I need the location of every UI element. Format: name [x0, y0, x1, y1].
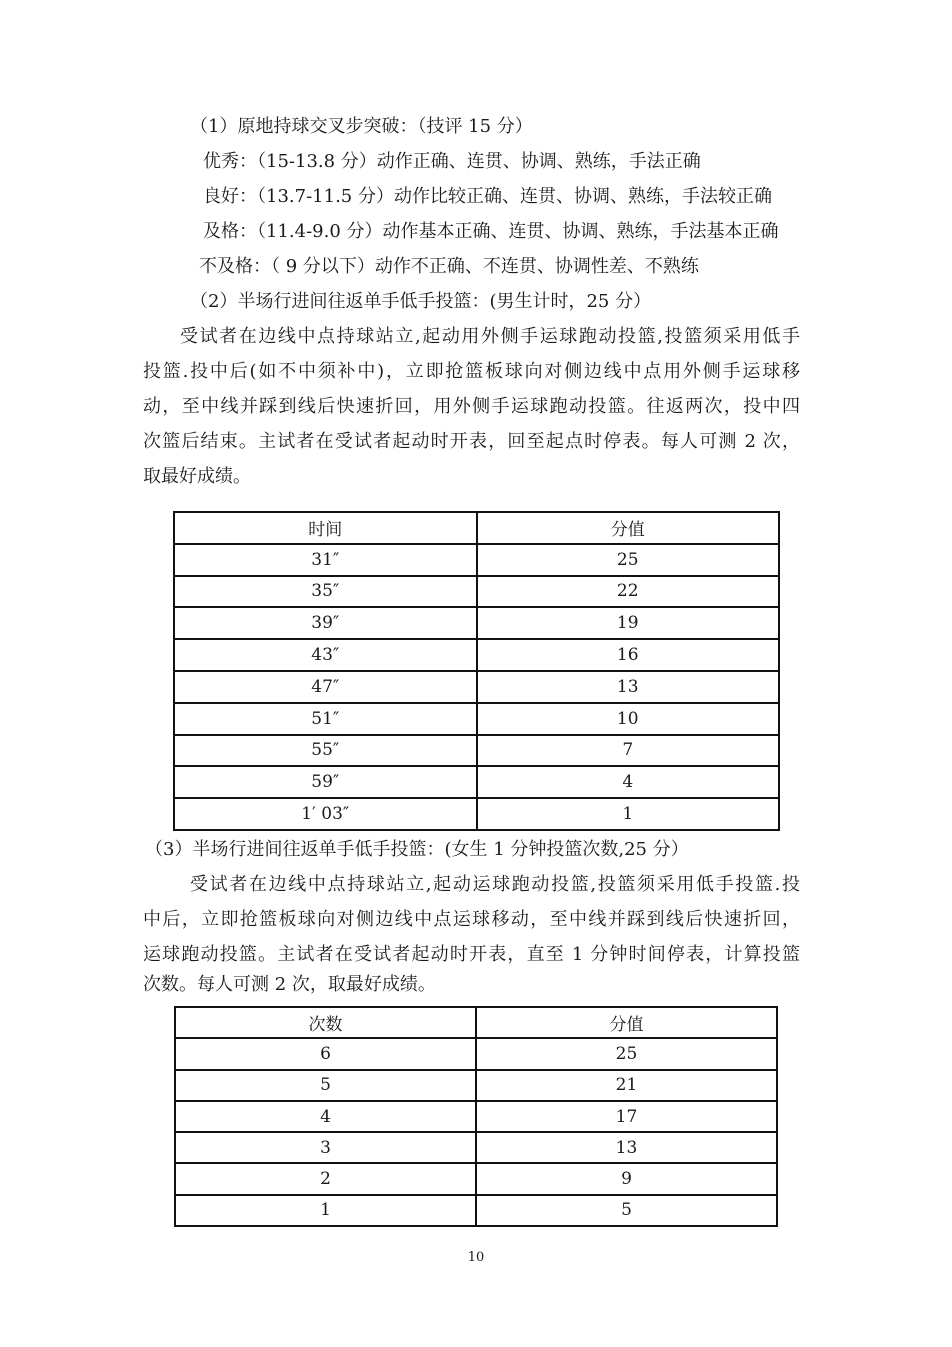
- grade-pass: 及格：（11.4-9.0 分）动作基本正确、连贯、协调、熟练，手法基本正确: [203, 221, 779, 242]
- female-score-table: [174, 1006, 778, 1227]
- time-cell: 51″: [174, 703, 477, 735]
- grade-fail: 不及格：（ 9 分以下）动作不正确、不连贯、协调性差、不熟练: [199, 256, 699, 277]
- table-row: [174, 798, 779, 830]
- score-cell: 17: [476, 1101, 777, 1132]
- score-cell: 21: [476, 1070, 777, 1101]
- count-cell: 6: [175, 1038, 476, 1069]
- score-cell: 9: [476, 1163, 777, 1194]
- header-time: 时间: [174, 512, 477, 544]
- table-row: [175, 1038, 777, 1069]
- score-cell: 13: [476, 1132, 777, 1163]
- score-cell: 13: [477, 671, 780, 703]
- table-row: [175, 1163, 777, 1194]
- grade-excellent: 优秀：（15-13.8 分）动作正确、连贯、协调、熟练，手法正确: [203, 151, 701, 172]
- section3-paragraph-line: 受试者在边线中点持球站立,起动运球跑动投篮,投篮须采用低手投篮.投: [190, 874, 800, 895]
- table-header-row: [175, 1007, 777, 1038]
- count-cell: 1: [175, 1195, 476, 1226]
- time-cell: 31″: [174, 544, 477, 576]
- table-row: [175, 1132, 777, 1163]
- section3-paragraph-line: 运球跑动投篮。主试者在受试者起动时开表，直至 1 分钟时间停表，计算投篮: [143, 944, 800, 965]
- table-row: [175, 1101, 777, 1132]
- time-cell: 35″: [174, 576, 477, 608]
- time-cell: 59″: [174, 766, 477, 798]
- page-number: 10: [467, 1250, 485, 1265]
- score-cell: 25: [477, 544, 780, 576]
- score-cell: 25: [476, 1038, 777, 1069]
- section2-paragraph-line: 取最好成绩。: [143, 466, 251, 487]
- section3-paragraph-line: 次数。每人可测 2 次，取最好成绩。: [143, 974, 436, 995]
- score-cell: 4: [477, 766, 780, 798]
- section2-paragraph-line: 动，至中线并踩到线后快速折回，用外侧手运球跑动投篮。往返两次，投中四: [143, 396, 800, 417]
- table-row: [174, 544, 779, 576]
- table-row: [174, 639, 779, 671]
- section2-paragraph-line: 投篮.投中后(如不中须补中)，立即抢篮板球向对侧边线中点用外侧手运球移: [143, 361, 800, 382]
- table-row: [175, 1070, 777, 1101]
- table-header-row: [174, 512, 779, 544]
- score-cell: 10: [477, 703, 780, 735]
- score-cell: 19: [477, 607, 780, 639]
- score-cell: 5: [476, 1195, 777, 1226]
- table-row: [174, 607, 779, 639]
- score-cell: 22: [477, 576, 780, 608]
- table-row: [175, 1195, 777, 1226]
- section2-paragraph-line: 受试者在边线中点持球站立,起动用外侧手运球跑动投篮,投篮须采用低手: [180, 326, 800, 347]
- table-row: [174, 703, 779, 735]
- score-cell: 16: [477, 639, 780, 671]
- time-cell: 47″: [174, 671, 477, 703]
- time-cell: 1′ 03″: [174, 798, 477, 830]
- section2-heading: （2）半场行进间往返单手低手投篮：(男生计时，25 分）: [190, 291, 652, 312]
- count-cell: 5: [175, 1070, 476, 1101]
- score-cell: 1: [477, 798, 780, 830]
- section2-paragraph-line: 次篮后结束。主试者在受试者起动时开表，回至起点时停表。每人可测 2 次，: [143, 431, 800, 452]
- section3-heading: （3）半场行进间往返单手低手投篮：(女生 1 分钟投篮次数,25 分）: [145, 839, 689, 860]
- table-row: [174, 766, 779, 798]
- time-cell: 55″: [174, 735, 477, 767]
- count-cell: 2: [175, 1163, 476, 1194]
- table-row: [174, 576, 779, 608]
- male-score-table: [173, 511, 780, 831]
- count-cell: 3: [175, 1132, 476, 1163]
- section3-paragraph-line: 中后，立即抢篮板球向对侧边线中点运球移动，至中线并踩到线后快速折回，: [143, 909, 800, 930]
- table-row: [174, 671, 779, 703]
- header-count: 次数: [175, 1007, 476, 1038]
- section1-heading: （1）原地持球交叉步突破：（技评 15 分）: [190, 116, 533, 137]
- count-cell: 4: [175, 1101, 476, 1132]
- table-row: [174, 735, 779, 767]
- time-cell: 43″: [174, 639, 477, 671]
- score-cell: 7: [477, 735, 780, 767]
- grade-good: 良好：（13.7-11.5 分）动作比较正确、连贯、协调、熟练，手法较正确: [203, 186, 772, 207]
- header-score: 分值: [476, 1007, 777, 1038]
- header-score: 分值: [477, 512, 780, 544]
- time-cell: 39″: [174, 607, 477, 639]
